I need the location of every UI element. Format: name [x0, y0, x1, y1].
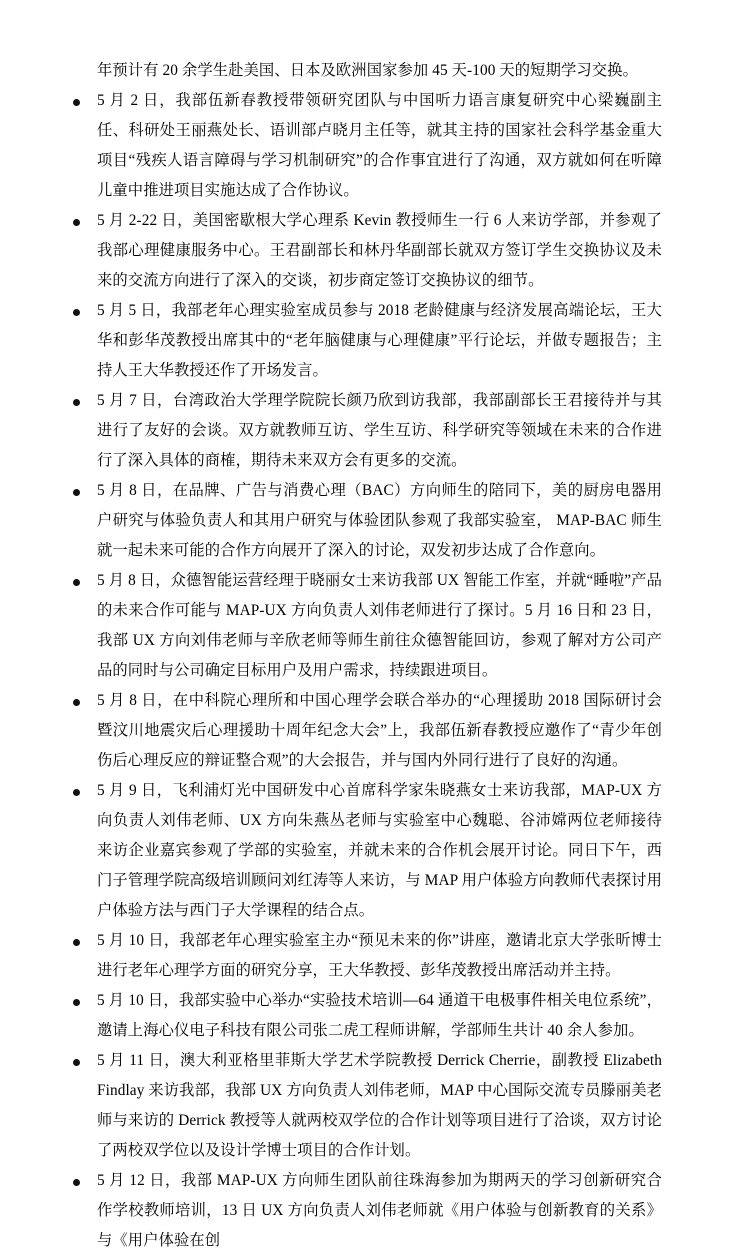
list-item — [66, 386, 662, 476]
list-item-text: 5 月 8 日，在品牌、广告与消费心理（BAC）方向师生的陪同下，美的厨房电器用户研究与体验负责人和其用户研究与体验团队参观了我部实验室， MAP-BAC 师生就一起未来可能的合作方向展开了深入的讨论，双发初步达成了合作意向。 — [97, 482, 662, 559]
list-item — [66, 686, 662, 776]
list-item — [66, 1046, 662, 1166]
bullet-icon — [73, 939, 80, 946]
bullet-icon — [73, 699, 80, 706]
list-item — [66, 476, 662, 566]
list-item-text: 5 月 8 日，在中科院心理所和中国心理学会联合举办的“心理援助 2018 国际研讨会暨汶川地震灾后心理援助十周年纪念大会”上，我部伍新春教授应邀作了“青少年创伤后心理反应的辩证整合观”的大会报告，并与国内外同行进行了良好的沟通。 — [97, 692, 662, 769]
bullet-icon — [73, 1179, 80, 1186]
list-item — [66, 986, 662, 1046]
list-item-text: 5 月 11 日，澳大利亚格里菲斯大学艺术学院教授 Derrick Cherrie，副教授 Elizabeth Findlay 来访我部，我部 UX 方向负责人刘伟老师，MAP 中心国际交流专员滕丽美老师与来访的 Derrick 教授等人就两校双学位的合作计划等项目进行了洽谈，双方讨论了两校双学位以及设计学博士项目的合作计划。 — [97, 1052, 662, 1159]
bullet-icon — [73, 399, 80, 406]
list-item-text: 5 月 12 日，我部 MAP-UX 方向师生团队前往珠海参加为期两天的学习创新研究合作学校教师培训，13 日 UX 方向负责人刘伟老师就《用户体验与创新教育的关系》与《用户体验在创 — [97, 1172, 662, 1249]
document-body — [66, 56, 662, 1256]
bullet-icon — [73, 789, 80, 796]
list-item — [66, 86, 662, 206]
list-item-text: 5 月 7 日，台湾政治大学理学院院长颜乃欣到访我部，我部副部长王君接待并与其进行了友好的会谈。双方就教师互访、学生互访、科学研究等领域在未来的合作进行了深入具体的商榷，期待未来双方会有更多的交流。 — [97, 392, 662, 469]
list-item-text: 5 月 10 日，我部老年心理实验室主办“预见未来的你”讲座，邀请北京大学张昕博士进行老年心理学方面的研究分享，王大华教授、彭华茂教授出席活动并主持。 — [97, 932, 662, 979]
list-item — [66, 776, 662, 926]
list-item-text: 5 月 10 日，我部实验中心举办“实验技术培训—64 通道干电极事件相关电位系统”，邀请上海心仪电子科技有限公司张二虎工程师讲解，学部师生共计 40 余人参加。 — [97, 992, 662, 1039]
list-item-text: 5 月 2 日，我部伍新春教授带领研究团队与中国听力语言康复研究中心梁巍副主任、科研处王丽燕处长、语训部卢晓月主任等，就其主持的国家社会科学基金重大项目“残疾人语言障碍与学习机制研究”的合作事宜进行了沟通，双方就如何在听障儿童中推进项目实施达成了合作协议。 — [97, 92, 662, 199]
list-item-text: 5 月 5 日，我部老年心理实验室成员参与 2018 老龄健康与经济发展高端论坛，王大华和彭华茂教授出席其中的“老年脑健康与心理健康”平行论坛，并做专题报告；主持人王大华教授还作了开场发言。 — [97, 302, 662, 379]
bullet-icon — [73, 579, 80, 586]
continuation-paragraph: 年预计有 20 余学生赴美国、日本及欧洲国家参加 45 天-100 天的短期学习交换。 — [97, 62, 638, 79]
list-item — [66, 296, 662, 386]
list-item — [66, 1166, 662, 1256]
list-item-text: 5 月 8 日，众德智能运营经理于晓丽女士来访我部 UX 智能工作室，并就“睡啦”产品的未来合作可能与 MAP-UX 方向负责人刘伟老师进行了探讨。5 月 16 日和 23 日，我部 UX 方向刘伟老师与辛欣老师等师生前往众德智能回访，参观了解对方公司产品的同时与公司确定目标用户及用户需求，持续跟进项目。 — [97, 572, 662, 679]
bullet-icon — [73, 489, 80, 496]
bullet-icon — [73, 999, 80, 1006]
bullet-icon — [73, 99, 80, 106]
activity-bullet-list — [66, 86, 662, 1256]
list-item — [66, 926, 662, 986]
list-item-text: 5 月 2-22 日，美国密歇根大学心理系 Kevin 教授师生一行 6 人来访学部，并参观了我部心理健康服务中心。王君副部长和林丹华副部长就双方签订学生交换协议及未来的交流方向进行了深入的交谈，初步商定签订交换协议的细节。 — [97, 212, 662, 289]
list-item — [66, 566, 662, 686]
bullet-icon — [73, 219, 80, 226]
list-item — [66, 206, 662, 296]
list-item-text: 5 月 9 日，飞利浦灯光中国研发中心首席科学家朱晓燕女士来访我部，MAP-UX 方向负责人刘伟老师、UX 方向朱燕丛老师与实验室中心魏聪、谷沛嫦两位老师接待来访企业嘉宾参观了学部的实验室，并就未来的合作机会展开讨论。同日下午，西门子管理学院高级培训顾问刘红涛等人来访，与 MAP 用户体验方向教师代表探讨用户体验方法与西门子大学课程的结合点。 — [97, 782, 662, 919]
bullet-icon — [73, 309, 80, 316]
